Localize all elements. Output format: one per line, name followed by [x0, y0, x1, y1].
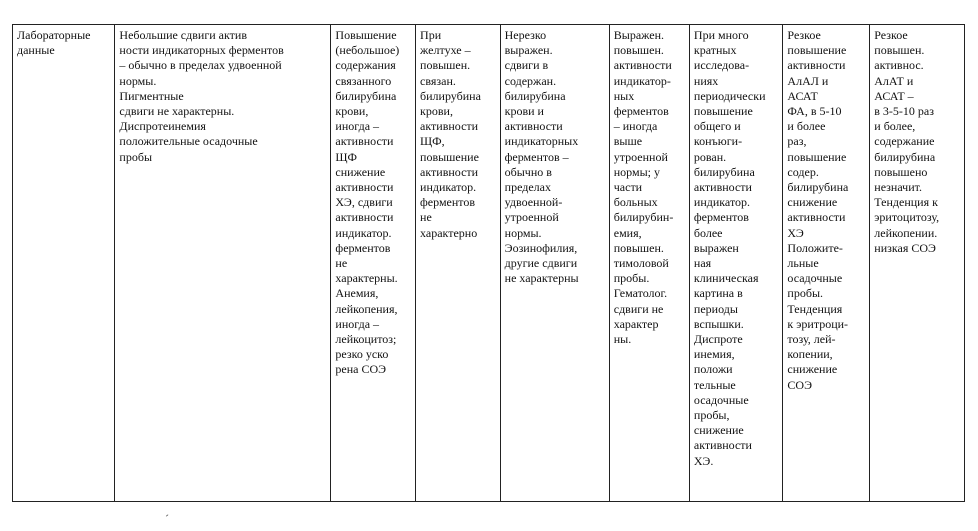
row-header-lab-data: Лабораторные данные: [13, 25, 115, 502]
table-cell: Повышение (небольшое) содержания связанного билирубина крови, иногда – активности ЩФ снижение активности ХЭ, сдвиги активности индикатор. ферментов не характерны. Анемия, лейкопения, иногда – лейкоцитоз; резко уско рена СОЭ: [331, 25, 416, 502]
table-cell: Небольшие сдвиги актив ности индикаторных ферментов – обычно в пределах удвоенной нормы. Пигментные сдвиги не характерны. Диспротеинемия положительные осадочные пробы: [115, 25, 331, 502]
stray-mark: ´: [165, 512, 169, 526]
table-cell: Выражен. повышен. активности индикатор- ных ферментов – иногда выше утроенной нормы; у части больных билирубин- емия, повышен. тимоловой пробы. Гематолог. сдвиги не характер ны.: [609, 25, 689, 502]
laboratory-data-table: [12, 24, 965, 502]
table-row: [13, 25, 965, 502]
table-cell: Резкое повышение активности АлАЛ и АСАТ ФА, в 5-10 и более раз, повышение содер. билирубина снижение активности ХЭ Положите- льные осадочные пробы. Тенденция к эритроци- тозу, лей- копении, снижение СОЭ: [783, 25, 870, 502]
table-cell: При много кратных исследова- ниях периодически повышение общего и конъюги- рован. билирубина активности индикатор. ферментов более выражен ная клиническая картина в периоды вспышки. Диспроте инемия, положи тельные осадочные пробы, снижение активности ХЭ.: [689, 25, 783, 502]
table-cell: Резкое повышен. активнос. АлАТ и АСАТ – в 3-5-10 раз и более, содержание билирубина повышено незначит. Тенденция к эритоцитозу, лейкопении. низкая СОЭ: [870, 25, 965, 502]
table-cell: Нерезко выражен. сдвиги в содержан. билирубина крови и активности индикаторных ферментов – обычно в пределах удвоенной- утроенной нормы. Эозинофилия, другие сдвиги не характерны: [500, 25, 609, 502]
table-cell: При желтухе – повышен. связан. билирубина крови, активности ЩФ, повышение активности индикатор. ферментов не характерно: [416, 25, 501, 502]
